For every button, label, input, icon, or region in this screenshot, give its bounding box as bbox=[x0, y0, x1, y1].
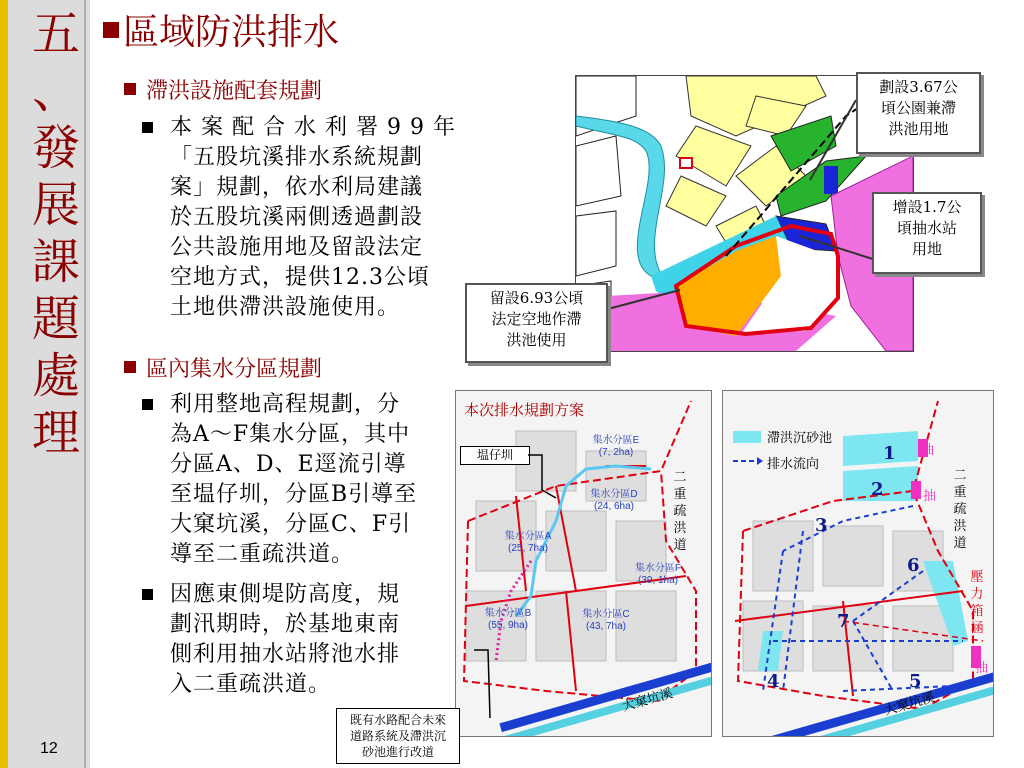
text-line: 劃汛期時，於基地東南 bbox=[170, 612, 401, 637]
callout-line: 用地 bbox=[911, 240, 942, 258]
page-title bbox=[103, 4, 339, 55]
drainage-plan-right bbox=[722, 390, 994, 737]
zone-label-d bbox=[584, 489, 644, 513]
callout-park-detention bbox=[856, 72, 981, 154]
text-line: 為A～F集水分區，其中 bbox=[170, 422, 411, 447]
zone-name: 集水分區A bbox=[504, 531, 552, 542]
culvert-char: 涵 bbox=[970, 621, 984, 636]
zone-area: (39, 1ha) bbox=[637, 575, 679, 586]
legend-detention-pond: 滯洪沉砂池 bbox=[767, 431, 833, 446]
pond-number-4: 4 bbox=[767, 671, 780, 692]
zone-name: 集水分區F bbox=[634, 563, 682, 574]
bullet-icon bbox=[142, 122, 153, 133]
bullet-catchment-zones bbox=[170, 390, 470, 570]
zone-label-c bbox=[576, 609, 636, 633]
pond-number-5: 5 bbox=[909, 671, 922, 692]
river-label: 大窠坑溪 bbox=[882, 690, 937, 719]
text-line: 大窠坑溪，分區C、F引 bbox=[170, 512, 412, 537]
zone-name: 集水分區E bbox=[592, 435, 640, 446]
text-line: 導至二重疏洪道。 bbox=[170, 542, 355, 567]
vertical-title-char: 題 bbox=[31, 291, 80, 347]
text-line: 於五股坑溪兩側透過劃設 bbox=[170, 205, 424, 230]
legend-flow-direction: 排水流向 bbox=[767, 457, 820, 472]
pond-number-1: 1 bbox=[883, 443, 896, 464]
note-line: 砂池進行改道 bbox=[361, 745, 434, 759]
culvert-char: 壓 bbox=[970, 570, 984, 585]
zone-name: 集水分區B bbox=[484, 608, 532, 619]
zone-area: (55, 9ha) bbox=[487, 620, 529, 631]
section-bullet-icon bbox=[124, 83, 136, 95]
floodway-vertical-label: 二重疏洪道 bbox=[953, 468, 967, 551]
river-label: 大窠坑溪 bbox=[620, 686, 675, 715]
culvert-char: 力 bbox=[970, 587, 984, 602]
callout-line: 洪池使用 bbox=[506, 331, 567, 349]
zone-name: 集水分區C bbox=[582, 609, 630, 620]
pond-number-3: 3 bbox=[815, 515, 828, 536]
callout-line: 頃抽水站 bbox=[896, 219, 957, 237]
vertical-title-char: 五 bbox=[31, 6, 80, 62]
text-line: 分區A、D、E逕流引導 bbox=[170, 452, 407, 477]
page-title-text: 區域防洪排水 bbox=[123, 12, 340, 53]
floodway-vertical-label: 二重疏洪道 bbox=[673, 470, 687, 553]
vertical-title-char: 發 bbox=[31, 120, 80, 176]
bullet-detention-plan bbox=[170, 113, 470, 323]
vertical-title-char: 、 bbox=[31, 63, 80, 119]
section-heading-catchment bbox=[124, 352, 322, 383]
pressure-culvert-label bbox=[969, 569, 985, 637]
vertical-section-title bbox=[24, 6, 88, 462]
text-line: 土地供滯洪設施使用。 bbox=[170, 295, 401, 320]
note-line: 道路系統及滯洪沉 bbox=[349, 729, 446, 743]
sidebar-accent-stripe bbox=[0, 0, 8, 768]
vertical-title-char: 處 bbox=[31, 348, 80, 404]
zone-area: (7, 2ha) bbox=[598, 447, 634, 458]
zone-name: 集水分區D bbox=[590, 489, 638, 500]
callout-open-space bbox=[465, 283, 608, 363]
callout-line: 法定空地作滯 bbox=[491, 310, 582, 328]
text-line: 空地方式，提供12.3公頃 bbox=[170, 265, 430, 290]
vertical-title-char: 課 bbox=[31, 234, 80, 290]
page-number: 12 bbox=[40, 740, 58, 757]
text-line: 側利用抽水站將池水排 bbox=[170, 642, 401, 667]
vertical-title-char: 理 bbox=[31, 405, 80, 461]
wenzaizun-label: 塭仔圳 bbox=[460, 446, 530, 465]
section-heading-detention bbox=[124, 74, 322, 105]
title-bullet-icon bbox=[103, 22, 119, 38]
section-heading-text: 滯洪設施配套規劃 bbox=[146, 79, 323, 104]
pump-label-2: 抽 bbox=[923, 489, 937, 504]
plan-title: 本次排水規劃方案 bbox=[464, 401, 585, 419]
zone-label-f bbox=[628, 563, 688, 587]
vertical-title-char: 展 bbox=[31, 177, 80, 233]
callout-line: 洪池用地 bbox=[888, 120, 949, 138]
note-line: 既有水路配合未來 bbox=[349, 713, 446, 727]
callout-line: 增設1.7公 bbox=[892, 198, 962, 216]
text-line: 因應東側堤防高度，規 bbox=[170, 582, 401, 607]
section-bullet-icon bbox=[124, 361, 136, 373]
pond-number-7: 7 bbox=[837, 611, 850, 632]
bullet-icon bbox=[142, 589, 153, 600]
zone-label-e bbox=[586, 435, 646, 459]
text-line: 案」規劃，依水利局建議 bbox=[170, 175, 424, 200]
section-heading-text: 區內集水分區規劃 bbox=[146, 357, 323, 382]
pump-label-1: 抽 bbox=[921, 443, 935, 458]
bullet-icon bbox=[142, 399, 153, 410]
zone-area: (24, 6ha) bbox=[593, 501, 635, 512]
text-line: 「五股坑溪排水系統規劃 bbox=[170, 145, 424, 170]
callout-line: 留設6.93公頃 bbox=[489, 289, 584, 307]
pond-number-6: 6 bbox=[907, 555, 920, 576]
text-line: 入二重疏洪道。 bbox=[170, 672, 332, 697]
bullet-pump-station bbox=[170, 580, 470, 700]
drainage-plan-right-graphic bbox=[723, 391, 993, 736]
zone-area: (25, 7ha) bbox=[507, 543, 549, 554]
text-line: 利用整地高程規劃，分 bbox=[170, 392, 401, 417]
bottom-note bbox=[336, 708, 460, 764]
callout-pump-station bbox=[872, 192, 982, 274]
pump-label-3: 抽 bbox=[975, 661, 989, 676]
text-line: 公共設施用地及留設法定 bbox=[170, 235, 424, 260]
text-line: 本案配合水利署99年 bbox=[170, 115, 464, 140]
callout-line: 頃公園兼滯 bbox=[880, 99, 956, 117]
zone-area: (43, 7ha) bbox=[585, 621, 627, 632]
text-line: 至塭仔圳，分區B引導至 bbox=[170, 482, 418, 507]
callout-line: 劃設3.67公 bbox=[879, 78, 958, 96]
pond-number-2: 2 bbox=[871, 479, 884, 500]
culvert-char: 箱 bbox=[970, 604, 984, 619]
label-connectors bbox=[470, 450, 570, 730]
